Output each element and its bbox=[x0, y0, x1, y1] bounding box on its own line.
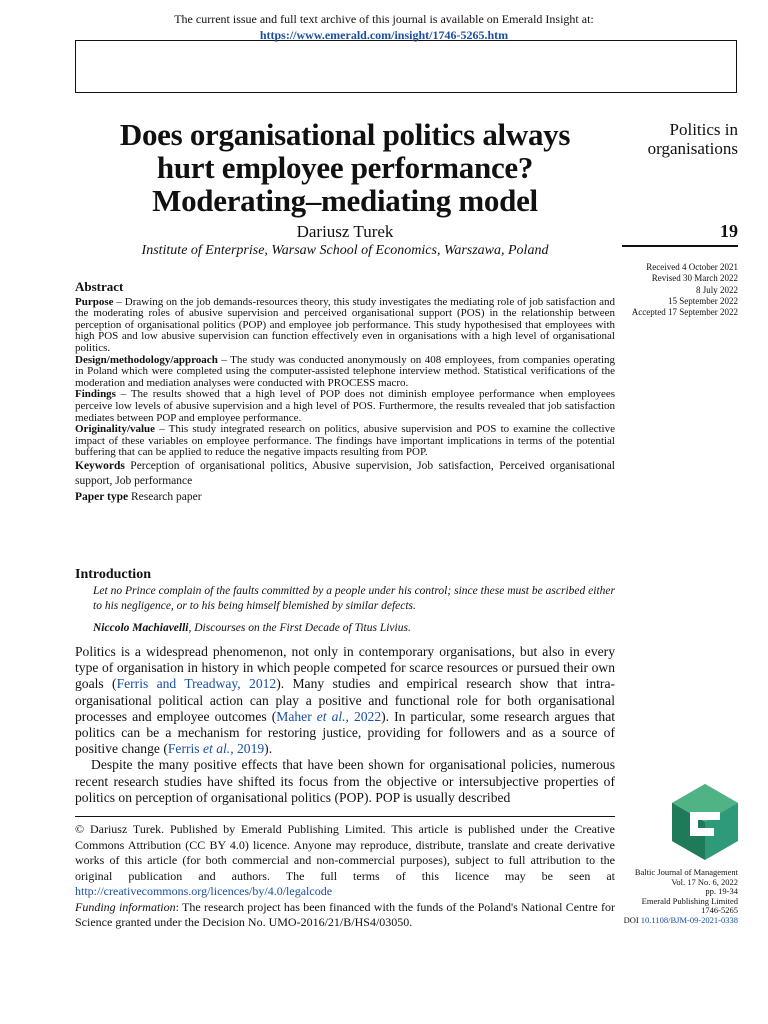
author-name: Dariusz Turek bbox=[296, 222, 394, 241]
text-run: ). bbox=[264, 741, 273, 757]
text-run: ). Many studies and empirical research show that intra-organisational political action can play a positive and functional role for both organisational processes and employee outcomes ( bbox=[75, 676, 616, 724]
attribution-name: Niccolo Machiavelli bbox=[93, 622, 189, 634]
paragraph: Despite the many positive effects that have been shown for organisational policies, numerous recent research studies have shifted its focus from the objective or intersubjective properties of politics on perception of organisational politics (POP). POP is usually described bbox=[75, 757, 615, 805]
abstract bbox=[75, 281, 615, 505]
citation-author: Maher bbox=[276, 708, 317, 724]
originality-text: – This study integrated research on politics, abusive supervision and POS to examine the collective impact of these variables on employee performance. The findings have important implications in terms of the potential buffering that can be applied to reduce the negative impacts resulting from POP. bbox=[75, 423, 615, 459]
abstract-findings bbox=[75, 389, 615, 424]
section-name-line: organisations bbox=[647, 139, 738, 158]
citation-author: Ferris bbox=[167, 741, 203, 757]
purpose-label: Purpose bbox=[75, 295, 114, 308]
title-line: Does organisational politics always bbox=[119, 117, 571, 152]
journal-issn: 1746-5265 bbox=[701, 905, 738, 916]
journal-banner bbox=[75, 40, 737, 93]
findings-text: – The results showed that a high level of POP does not diminish employee performance when employees perceive low levels of abusive supervision and a high level of POS. Furthermore, the results revealed that job satisfaction mediates between POP and employee performance. bbox=[75, 388, 615, 424]
text-run: Politics is a widespread phenomenon, not only in contemporary organisations, but also in every type of organisation in history in which people competed for scarce resources or pursued their own goals ( bbox=[75, 644, 615, 692]
journal-volume: Vol. 17 No. 6, 2022 bbox=[671, 876, 738, 887]
paper-type-text: Research paper bbox=[128, 490, 202, 503]
funding-note bbox=[75, 900, 615, 931]
citation-link[interactable] bbox=[276, 709, 381, 724]
footnote-rule bbox=[75, 816, 615, 817]
citation-link[interactable]: Ferris and Treadway, 2012 bbox=[116, 676, 277, 692]
findings-label: Findings bbox=[75, 388, 116, 401]
date-revised: Revised 30 March 2022 bbox=[651, 273, 738, 284]
journal-publisher: Emerald Publishing Limited bbox=[641, 895, 738, 906]
section-name bbox=[618, 120, 738, 158]
citation-etal: et al. bbox=[316, 708, 346, 724]
divider bbox=[622, 245, 738, 247]
section-name-line: Politics in bbox=[669, 120, 738, 139]
epigraph-attribution bbox=[93, 622, 615, 634]
purpose-text: – Drawing on the job demands-resources theory, this study investigates the mediating role of job satisfaction and the moderating roles of abusive supervision and perceived organisational support (POS) in the relationship between perception of organisational politics (POP) and employee job performance. This study hypothesised that employees with high POS and low abusive supervision can function effectively even in organisations with a high level of organisational politics. bbox=[75, 295, 615, 354]
introduction-heading: Introduction bbox=[75, 567, 151, 582]
banner-text: The current issue and full text archive of this journal is available on Emerald Insight at: bbox=[174, 12, 594, 26]
abstract-purpose bbox=[75, 297, 615, 355]
epigraph-quote: Let no Prince complain of the faults committed by a people under his control; since these must be ascribed either to his negligence, or to his being himself blemished by similar defects. bbox=[93, 585, 615, 612]
publisher-logo-icon bbox=[670, 782, 740, 862]
citation-year: , 2022 bbox=[345, 708, 382, 724]
design-label: Design/methodology/approach bbox=[75, 353, 218, 366]
design-text: – The study was conducted anonymously on 408 employees, from companies operating in Poland which were completed using the computer-assisted telephone interview method. Statistical verifications of the moderation and mediation analyses were conducted with PROCESS macro. bbox=[75, 353, 615, 389]
journal-pages: pp. 19-34 bbox=[705, 886, 738, 897]
funding-label: Funding information bbox=[75, 899, 176, 914]
introduction-body bbox=[75, 644, 615, 806]
date-revised: 8 July 2022 bbox=[695, 284, 738, 295]
funding-text: : The research project has been financed with the funds of the Poland's National Centre for Science granted under the Decision No. UMO-2016/21/B/HS4/03050. bbox=[75, 899, 615, 929]
journal-name: Baltic Journal of Management bbox=[634, 867, 738, 877]
attribution-work: , Discourses on the First Decade of Titus Livius. bbox=[188, 622, 411, 634]
date-accepted: Accepted 17 September 2022 bbox=[631, 307, 738, 318]
keywords bbox=[75, 459, 615, 490]
license-link[interactable]: http://creativecommons.org/licences/by/4.0/legalcode bbox=[75, 884, 333, 898]
journal-url-link[interactable]: https://www.emerald.com/insight/1746-5265.htm bbox=[259, 28, 509, 42]
journal-doi bbox=[608, 916, 738, 926]
doi-label: DOI bbox=[623, 914, 641, 925]
journal-info bbox=[608, 868, 738, 926]
text-run: ). In particular, some research argues that politics can be a mechanism for restoring justice, providing for followers and as a source of positive change ( bbox=[75, 708, 615, 757]
keywords-text: Perception of organisational politics, Abusive supervision, Job satisfaction, Perceived organisational support, Job performance bbox=[75, 459, 615, 488]
author-affiliation: Institute of Enterprise, Warsaw School of Economics, Warszawa, Poland bbox=[141, 243, 549, 258]
doi-link[interactable]: 10.1108/BJM-09-2021-0338 bbox=[640, 914, 738, 925]
originality-label: Originality/value bbox=[75, 423, 156, 436]
citation-link[interactable] bbox=[168, 741, 264, 756]
date-received: Received 4 October 2021 bbox=[646, 262, 738, 272]
abstract-originality bbox=[75, 424, 615, 459]
article-history bbox=[608, 262, 738, 318]
citation-year: , 2019 bbox=[230, 741, 265, 757]
license-note bbox=[75, 822, 615, 900]
article-title bbox=[75, 118, 615, 217]
paper-type-label: Paper type bbox=[75, 490, 129, 503]
abstract-design bbox=[75, 355, 615, 390]
page-number: 19 bbox=[720, 221, 738, 241]
title-line: hurt employee performance? bbox=[156, 150, 534, 185]
footnotes bbox=[75, 822, 615, 931]
citation-etal: et al. bbox=[203, 741, 231, 757]
license-text: © Dariusz Turek. Published by Emerald Publishing Limited. This article is published under the Creative Commons Attribution (CC BY 4.0) licence. Anyone may reproduce, distribute, translate and create derivative works of this article (for both commercial and non-commercial purposes), subject to full attribution to the original publication and authors. The full terms of this licence may be seen at bbox=[75, 822, 615, 883]
date-revised: 15 September 2022 bbox=[668, 295, 738, 306]
title-line: Moderating–mediating model bbox=[152, 183, 538, 218]
paragraph bbox=[75, 644, 615, 757]
keywords-label: Keywords bbox=[75, 459, 125, 472]
paper-type bbox=[75, 490, 615, 506]
abstract-heading: Abstract bbox=[75, 279, 124, 294]
